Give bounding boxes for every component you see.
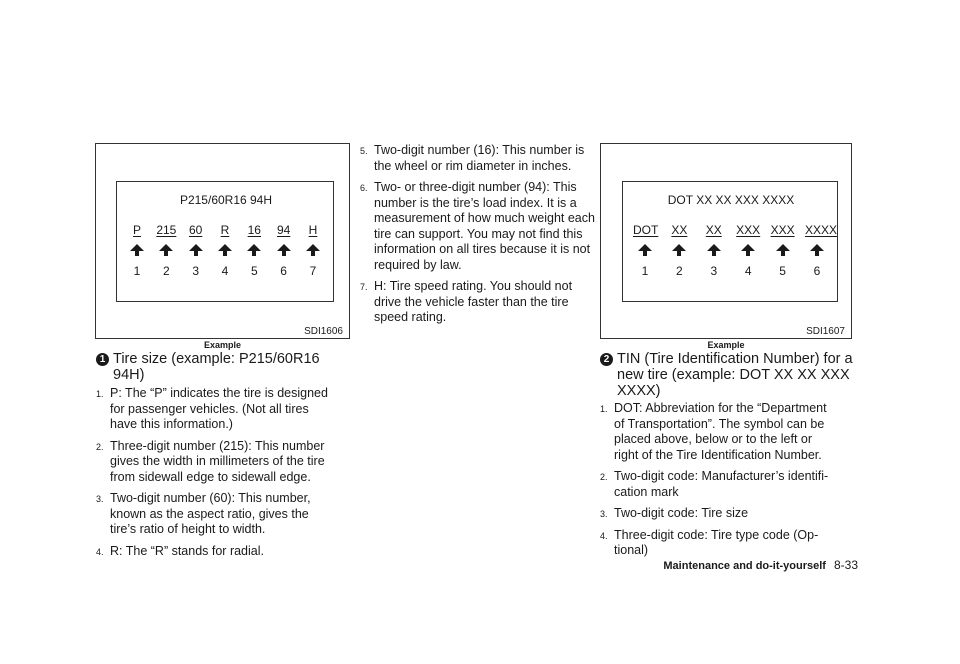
- arrow-up-icon: [805, 244, 829, 256]
- list-item-number: 2.: [600, 472, 608, 482]
- list-item-line: cation mark: [614, 484, 679, 499]
- arrow-up-icon: [633, 244, 657, 256]
- list-item-line: required by law.: [374, 257, 462, 272]
- list-item-line: the wheel or rim diameter in inches.: [374, 158, 572, 173]
- arrow-up-icon: [667, 244, 691, 256]
- tire-size-labels: [125, 223, 325, 237]
- code-segment-label: H: [308, 223, 318, 237]
- code-segment-label: XXX: [736, 223, 761, 237]
- list-item-line: tional): [614, 543, 649, 557]
- code-segment-number: 5: [779, 264, 786, 278]
- list-item-number: 4.: [600, 530, 608, 541]
- list-item: [600, 469, 860, 500]
- code-segment-label: XX: [671, 223, 688, 237]
- tin-numbers: [633, 264, 829, 278]
- list-item-line: tire can support. You may not find this: [374, 226, 583, 241]
- code-segment-label: 215: [156, 223, 177, 237]
- list-item-line: measurement of how much weight each: [374, 211, 595, 225]
- list-item: [96, 544, 358, 560]
- figure-code: SDI1607: [806, 326, 845, 337]
- figure-tin: [600, 143, 852, 339]
- arrow-up-icon: [213, 244, 237, 256]
- list-item-number: 1.: [600, 404, 608, 414]
- list-item-line: Two-digit code: Tire size: [614, 506, 749, 520]
- list-item-line: H: Tire speed rating. You should not: [374, 279, 573, 293]
- list-item-number: 1.: [96, 389, 104, 399]
- list-item-number: 6.: [360, 183, 368, 193]
- list-item-line: Two-digit number (60): This number,: [110, 491, 311, 505]
- arrow-up-icon: [125, 244, 149, 256]
- list-item: [600, 506, 860, 522]
- arrow-up-icon: [301, 244, 325, 256]
- code-segment-label: DOT: [633, 223, 659, 237]
- list-item-number: 2.: [96, 441, 104, 452]
- list-item: [360, 143, 600, 174]
- code-segment-number: 3: [710, 264, 718, 278]
- arrow-up-icon: [184, 244, 208, 256]
- arrow-up-icon: [242, 244, 266, 256]
- list-item: [96, 439, 358, 486]
- tire-size-arrows: [125, 244, 325, 256]
- code-segment-label: R: [220, 223, 230, 237]
- list-item-line: DOT: Abbreviation for the “Department: [614, 401, 827, 415]
- code-segment-number: 4: [744, 264, 752, 278]
- list-item-line: R: The “R” stands for radial.: [110, 543, 264, 558]
- code-segment-number: 1: [133, 264, 141, 278]
- figure-code: SDI1606: [304, 326, 343, 337]
- code-segment-number: 5: [250, 264, 258, 278]
- tin-labels: [633, 223, 837, 237]
- list-item-line: for passenger vehicles. (Not all tires: [110, 401, 309, 416]
- section-heading-tire-size: 1 Tire size (example: P215/60R16 94H): [96, 351, 356, 383]
- code-segment-label: P: [132, 223, 141, 237]
- code-segment-number: 6: [280, 264, 287, 278]
- list-item-line: from sidewall edge to sidewall edge.: [110, 469, 311, 484]
- list-item: [600, 401, 860, 463]
- list-item-line: P: The “P” indicates the tire is designed: [110, 386, 328, 400]
- code-segment-label: XXXX: [804, 223, 837, 237]
- list-item-line: gives the width in millimeters of the tire: [110, 454, 325, 468]
- code-segment-number: 2: [162, 264, 170, 278]
- list-item-number: 3.: [96, 494, 104, 504]
- section-heading-tin: 2 TIN (Tire Identification Number) for a new tire (example: DOT XX XX XXX XXXX): [600, 351, 870, 399]
- figure-tin-panel: [622, 181, 838, 302]
- list-item-line: of Transportation”. The symbol can be: [614, 416, 825, 431]
- list-item-line: Two-digit number (16): This number is: [374, 143, 585, 157]
- list-item-number: 7.: [360, 282, 368, 292]
- figure-caption: Example: [707, 340, 745, 350]
- tire-size-numbers: [125, 264, 325, 278]
- list-item-line: Two- or three-digit number (94): This: [374, 180, 577, 194]
- code-segment-number: 3: [192, 264, 199, 278]
- list-item-line: information on all tires because it is not: [374, 242, 591, 256]
- tin-arrows: [633, 244, 829, 256]
- tin-example-code: DOT XX XX XXX XXXX: [667, 193, 795, 207]
- code-segment-label: XX: [705, 223, 722, 237]
- code-segment-label: 60: [188, 223, 203, 237]
- code-segment-label: 94: [276, 223, 291, 237]
- list-item-line: have this information.): [110, 417, 233, 431]
- list-item: [360, 279, 600, 326]
- list-item: [600, 528, 860, 559]
- arrow-up-icon: [154, 244, 178, 256]
- list-item-line: known as the aspect ratio, gives the: [110, 506, 309, 521]
- list-item-line: Three-digit code: Tire type code (Op-: [614, 527, 819, 542]
- list-item-number: 4.: [96, 546, 104, 557]
- list-item: [96, 386, 358, 433]
- arrow-up-icon: [771, 244, 795, 256]
- code-segment-number: 6: [813, 264, 821, 278]
- arrow-up-icon: [736, 244, 760, 256]
- arrow-up-icon: [272, 244, 296, 256]
- list-item: [96, 491, 358, 538]
- list-item-line: tire’s ratio of height to width.: [110, 522, 266, 536]
- arrow-up-icon: [702, 244, 726, 256]
- page-footer: [608, 558, 858, 572]
- code-segment-label: 16: [247, 223, 261, 237]
- figure-caption: Example: [203, 340, 242, 350]
- list-item-line: placed above, below or to the left or: [614, 432, 813, 446]
- page-number: 8-33: [833, 558, 858, 572]
- list-item-line: Three-digit number (215): This number: [110, 438, 325, 453]
- list-item-line: number is the tire’s load index. It is a: [374, 195, 577, 210]
- circled-number-marker: 2: [600, 353, 613, 366]
- code-segment-number: 7: [309, 264, 317, 278]
- list-item-number: 5.: [360, 146, 368, 156]
- footer-section-title: Maintenance and do-it-yourself: [663, 560, 826, 572]
- figure-tire-size: [95, 143, 350, 339]
- code-segment-number: 2: [676, 264, 683, 278]
- code-segment-label: XXX: [770, 223, 795, 237]
- list-item-line: right of the Tire Identification Number.: [614, 447, 822, 462]
- figure-tire-size-panel: [116, 181, 334, 302]
- code-segment-number: 4: [221, 264, 229, 278]
- list-item-number: 3.: [600, 509, 608, 519]
- tire-size-example-code: P215/60R16 94H: [179, 193, 273, 207]
- list-item: [360, 180, 600, 273]
- circled-number-marker: 1: [96, 353, 109, 366]
- list-item-line: speed rating.: [374, 310, 447, 324]
- list-item-line: Two-digit code: Manufacturer’s identifi-: [614, 469, 829, 483]
- code-segment-number: 1: [641, 264, 649, 278]
- list-item-line: drive the vehicle faster than the tire: [374, 294, 569, 309]
